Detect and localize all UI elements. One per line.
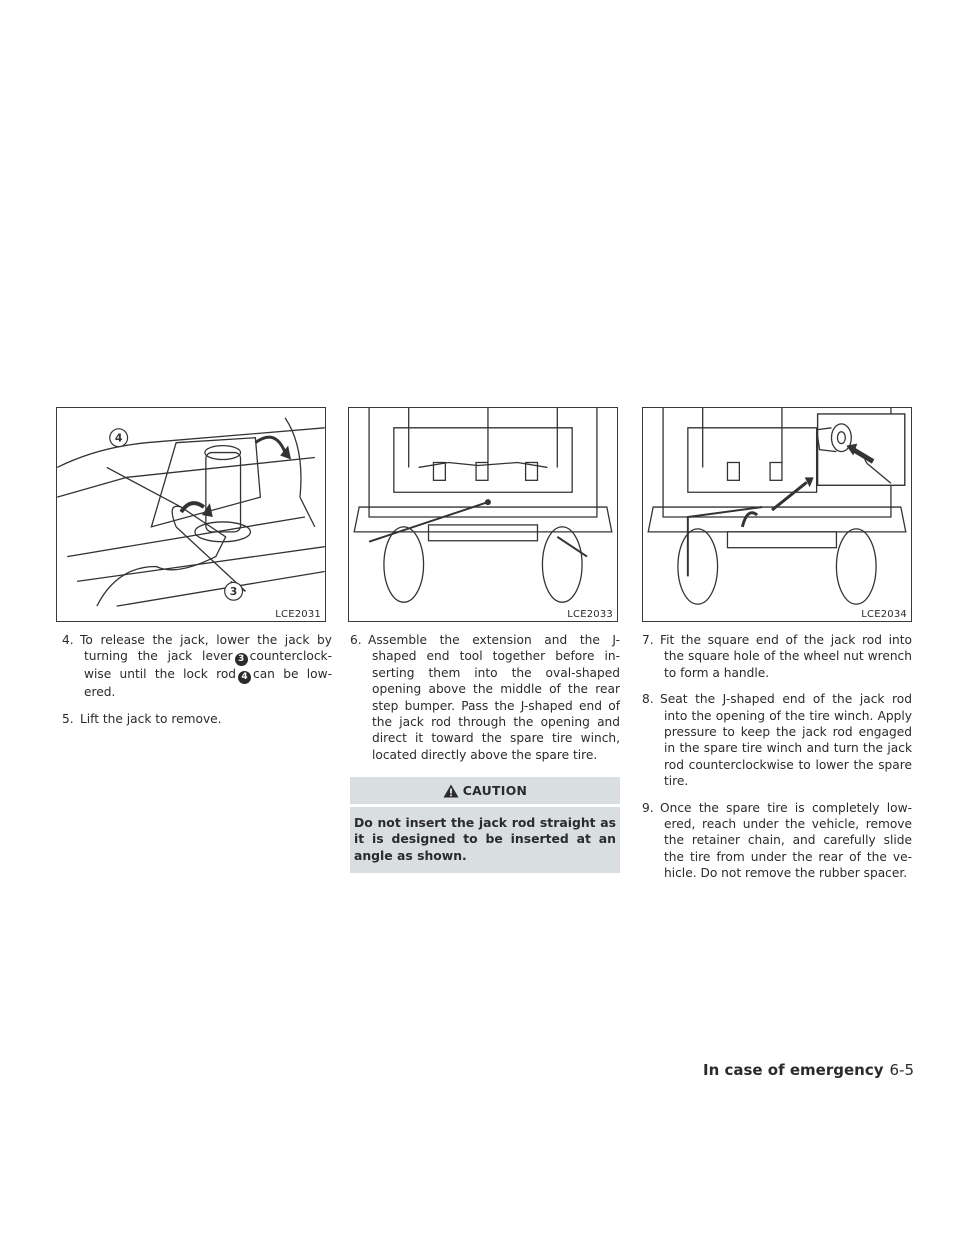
step-text: Assemble the extension and the J-shaped end tool together before in-serting them into the oval-shaped opening above the middle of the rear step bumper. Pass the J-shaped end of the jack rod through the opening and direct it toward the spare tire winch, located directly above the spare tire. [368, 633, 620, 762]
callout-4: 4 [114, 431, 123, 445]
page-number: 6-5 [889, 1061, 914, 1079]
step-5 [62, 711, 332, 727]
column-3 [642, 632, 912, 892]
step-7 [642, 632, 912, 681]
step-text: counterclock-wise until the lock rod [84, 649, 332, 682]
figure-jack-rod-handle [642, 407, 912, 622]
figure-jack-rod-insert [348, 407, 618, 622]
jack-release-illustration [57, 408, 325, 621]
figure-jack-release [56, 407, 326, 622]
step-number: 7. [642, 633, 654, 647]
step-9 [642, 800, 912, 882]
column-2 [350, 632, 620, 873]
step-text: Fit the square end of the jack rod into the square hole of the wheel nut wrench to form a handle. [660, 633, 912, 680]
step-text: can be low-ered. [84, 667, 332, 700]
step-text: Seat the J-shaped end of the jack rod into the opening of the tire winch. Apply pressure to keep the jack rod engaged in the spare tire winch and turn the jack rod counterclockwise to lower the spare tire. [660, 692, 912, 789]
caution-title: CAUTION [462, 782, 528, 798]
step-number: 5. [62, 711, 74, 726]
vehicle-rear-illustration [349, 408, 617, 621]
wrench-handle-illustration [643, 408, 911, 621]
section-title: In case of emergency [702, 1061, 884, 1079]
caution-header [350, 777, 620, 804]
step-text: Once the spare tire is completely low-ered, reach under the vehicle, remove the retainer chain, and carefully slide the tire from under the rear of the ve-hicle. Do not remove the rubber spacer. [660, 800, 912, 881]
step-6 [350, 632, 620, 763]
step-number: 4. [62, 633, 74, 647]
column-1 [62, 632, 332, 737]
figure-code: LCE2034 [861, 609, 907, 620]
warning-triangle-icon [443, 784, 459, 798]
step-text: Lift the jack to remove. [80, 711, 222, 726]
step-number: 6. [350, 633, 362, 647]
figure-code: LCE2033 [567, 609, 613, 620]
step-number: 9. [642, 800, 654, 815]
callout-3: 3 [229, 585, 238, 599]
page-footer [703, 1061, 914, 1079]
step-8 [642, 691, 912, 789]
figure-code: LCE2031 [275, 609, 321, 620]
callout-ref-4: 4 [238, 671, 251, 684]
step-4 [62, 632, 332, 701]
step-number: 8. [642, 692, 654, 707]
step-text: To release the jack, lower the jack by turning the jack lever [80, 633, 332, 664]
caution-text: Do not insert the jack rod straight as it is designed to be inserted at an angle as shown. [350, 807, 620, 873]
callout-ref-3: 3 [235, 653, 248, 666]
